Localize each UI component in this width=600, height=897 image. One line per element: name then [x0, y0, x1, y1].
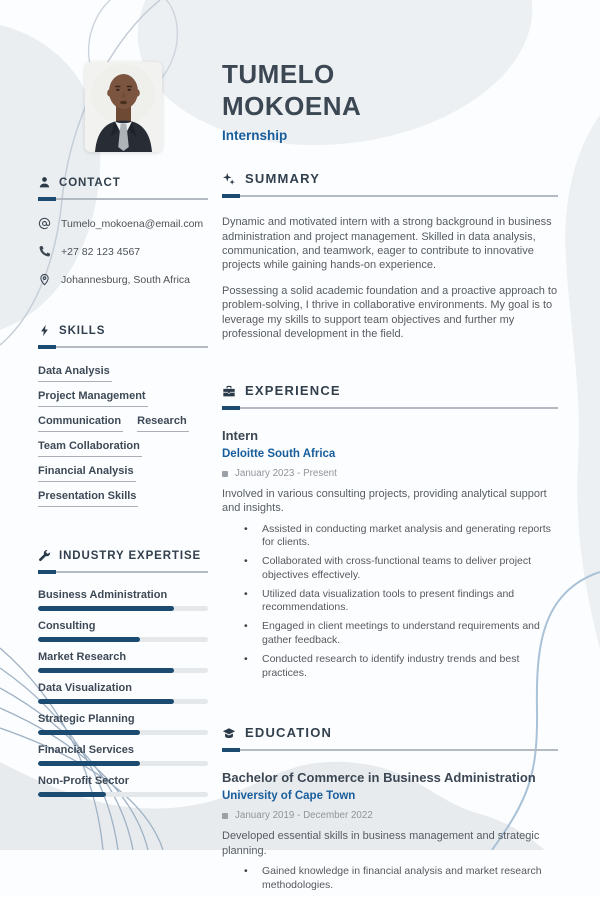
first-name: TUMELO	[222, 59, 335, 89]
phone-icon	[38, 245, 51, 258]
calendar-icon	[222, 471, 228, 477]
calendar-icon	[222, 813, 228, 819]
skill-item: Research	[137, 415, 189, 432]
job-bullet: • Engaged in client meetings to understand requirements and gather feedback.	[236, 620, 558, 648]
section-divider	[38, 197, 208, 201]
sparkles-icon	[222, 172, 236, 186]
expertise-progress-fill	[38, 699, 174, 704]
expertise-item	[38, 651, 208, 673]
section-divider	[222, 748, 558, 752]
education-bullet-list	[222, 865, 558, 893]
summary-heading-label: SUMMARY	[245, 171, 321, 187]
expertise-label: Non-Profit Sector	[38, 775, 130, 787]
summary-section	[222, 171, 558, 341]
date-range	[222, 468, 558, 479]
skill-item: Presentation Skills	[38, 490, 138, 507]
contact-heading-label: CONTACT	[59, 176, 121, 189]
sidebar	[38, 62, 208, 806]
experience-entry	[222, 428, 558, 680]
summary-paragraph: Dynamic and motivated intern with a strong background in business administration and project management. Skilled in data analysis, communication, and teamwork, eager to contribute to innovative projects while gaining hands-on experience.	[222, 216, 552, 272]
skill-item: Project Management	[38, 390, 148, 407]
expertise-item	[38, 775, 208, 797]
job-bullet: • Assisted in conducting market analysis and generating reports for clients.	[236, 523, 558, 551]
experience-heading	[222, 383, 558, 398]
profile-photo	[85, 62, 162, 152]
education-description: Developed essential skills in business management and strategic planning.	[222, 830, 540, 857]
contact-email-row	[38, 217, 208, 230]
contact-list	[38, 217, 208, 286]
skills-section	[38, 324, 208, 507]
education-bullet: • Gained knowledge in financial analysis and market research methodologies.	[236, 865, 558, 893]
expertise-item	[38, 682, 208, 704]
industry-expertise-heading-label: INDUSTRY EXPERTISE	[59, 549, 202, 562]
portrait-illustration	[85, 62, 162, 152]
section-divider	[38, 570, 208, 574]
briefcase-icon	[222, 384, 236, 398]
job-bullet-list	[222, 523, 558, 681]
job-bullet: • Collaborated with cross-functional teams to deliver project objectives effectively.	[236, 555, 558, 583]
expertise-progress-track	[38, 730, 208, 735]
expertise-progress-track	[38, 606, 208, 611]
expertise-label: Market Research	[38, 651, 127, 663]
expertise-label: Consulting	[38, 620, 96, 632]
expertise-progress-track	[38, 668, 208, 673]
expertise-label: Business Administration	[38, 589, 168, 601]
summary-paragraph: Possessing a solid academic foundation and a proactive approach to problem-solving, I thrive in collaborative environments. My goal is to leverage my skills to support team objectives and further my professional development in the field.	[222, 285, 558, 340]
expertise-progress-fill	[38, 637, 140, 642]
graduation-cap-icon	[222, 726, 236, 740]
experience-heading-label: EXPERIENCE	[245, 383, 341, 399]
experience-section	[222, 383, 558, 680]
section-divider	[38, 345, 208, 349]
section-divider	[222, 194, 558, 198]
date-range-value: January 2019 - December 2022	[235, 810, 373, 822]
main-column	[222, 58, 558, 897]
expertise-progress-track	[38, 761, 208, 766]
job-bullet: • Utilized data visualization tools to present findings and recommendations.	[236, 588, 558, 616]
expertise-label: Strategic Planning	[38, 713, 135, 725]
page-title	[222, 58, 558, 122]
expertise-progress-fill	[38, 792, 106, 797]
date-range-value: January 2023 - Present	[235, 468, 337, 480]
contact-section	[38, 176, 208, 286]
industry-expertise-heading	[38, 549, 208, 562]
contact-phone-value: +27 82 123 4567	[61, 245, 141, 258]
skills-list	[38, 365, 208, 507]
expertise-label: Data Visualization	[38, 682, 132, 694]
skills-heading	[38, 324, 208, 337]
skill-item: Data Analysis	[38, 365, 112, 382]
lightning-bolt-icon	[38, 324, 51, 337]
skill-item: Communication	[38, 415, 123, 432]
expertise-label: Financial Services	[38, 744, 134, 756]
degree-title: Bachelor of Commerce in Business Administration	[222, 770, 536, 786]
expertise-item	[38, 713, 208, 735]
expertise-item	[38, 589, 208, 611]
location-pin-icon	[38, 273, 51, 286]
contact-email-value: Tumelo_mokoena@email.com	[61, 217, 204, 230]
expertise-progress-fill	[38, 668, 174, 673]
expertise-item	[38, 744, 208, 766]
education-section	[222, 725, 558, 892]
skills-heading-label: SKILLS	[59, 324, 106, 337]
company-name: Deloitte South Africa	[222, 448, 336, 461]
job-title: Intern	[222, 428, 259, 444]
job-description: Involved in various consulting projects, providing analytical support and insights.	[222, 488, 547, 515]
expertise-item	[38, 620, 208, 642]
at-sign-icon	[38, 217, 51, 230]
role-subtitle: Internship	[222, 128, 288, 144]
expertise-progress-track	[38, 792, 208, 797]
expertise-progress-track	[38, 637, 208, 642]
education-heading	[222, 725, 558, 740]
date-range	[222, 810, 558, 821]
section-divider	[222, 406, 558, 410]
contact-location-value: Johannesburg, South Africa	[61, 273, 191, 286]
user-icon	[38, 176, 51, 189]
expertise-progress-track	[38, 699, 208, 704]
wrench-icon	[38, 549, 51, 562]
expertise-progress-fill	[38, 761, 140, 766]
expertise-progress-fill	[38, 730, 140, 735]
education-heading-label: EDUCATION	[245, 725, 333, 741]
job-bullet: • Conducted research to identify industry trends and best practices.	[236, 653, 558, 681]
industry-expertise-list	[38, 589, 208, 797]
contact-location-row	[38, 273, 208, 286]
last-name: MOKOENA	[222, 91, 362, 122]
contact-phone-row	[38, 245, 208, 258]
summary-heading	[222, 171, 558, 186]
expertise-progress-fill	[38, 606, 174, 611]
industry-expertise-section	[38, 549, 208, 797]
education-entry	[222, 770, 558, 892]
skill-item: Financial Analysis	[38, 465, 136, 482]
school-name: University of Cape Town	[222, 790, 356, 803]
skill-item: Team Collaboration	[38, 440, 142, 457]
contact-heading	[38, 176, 208, 189]
